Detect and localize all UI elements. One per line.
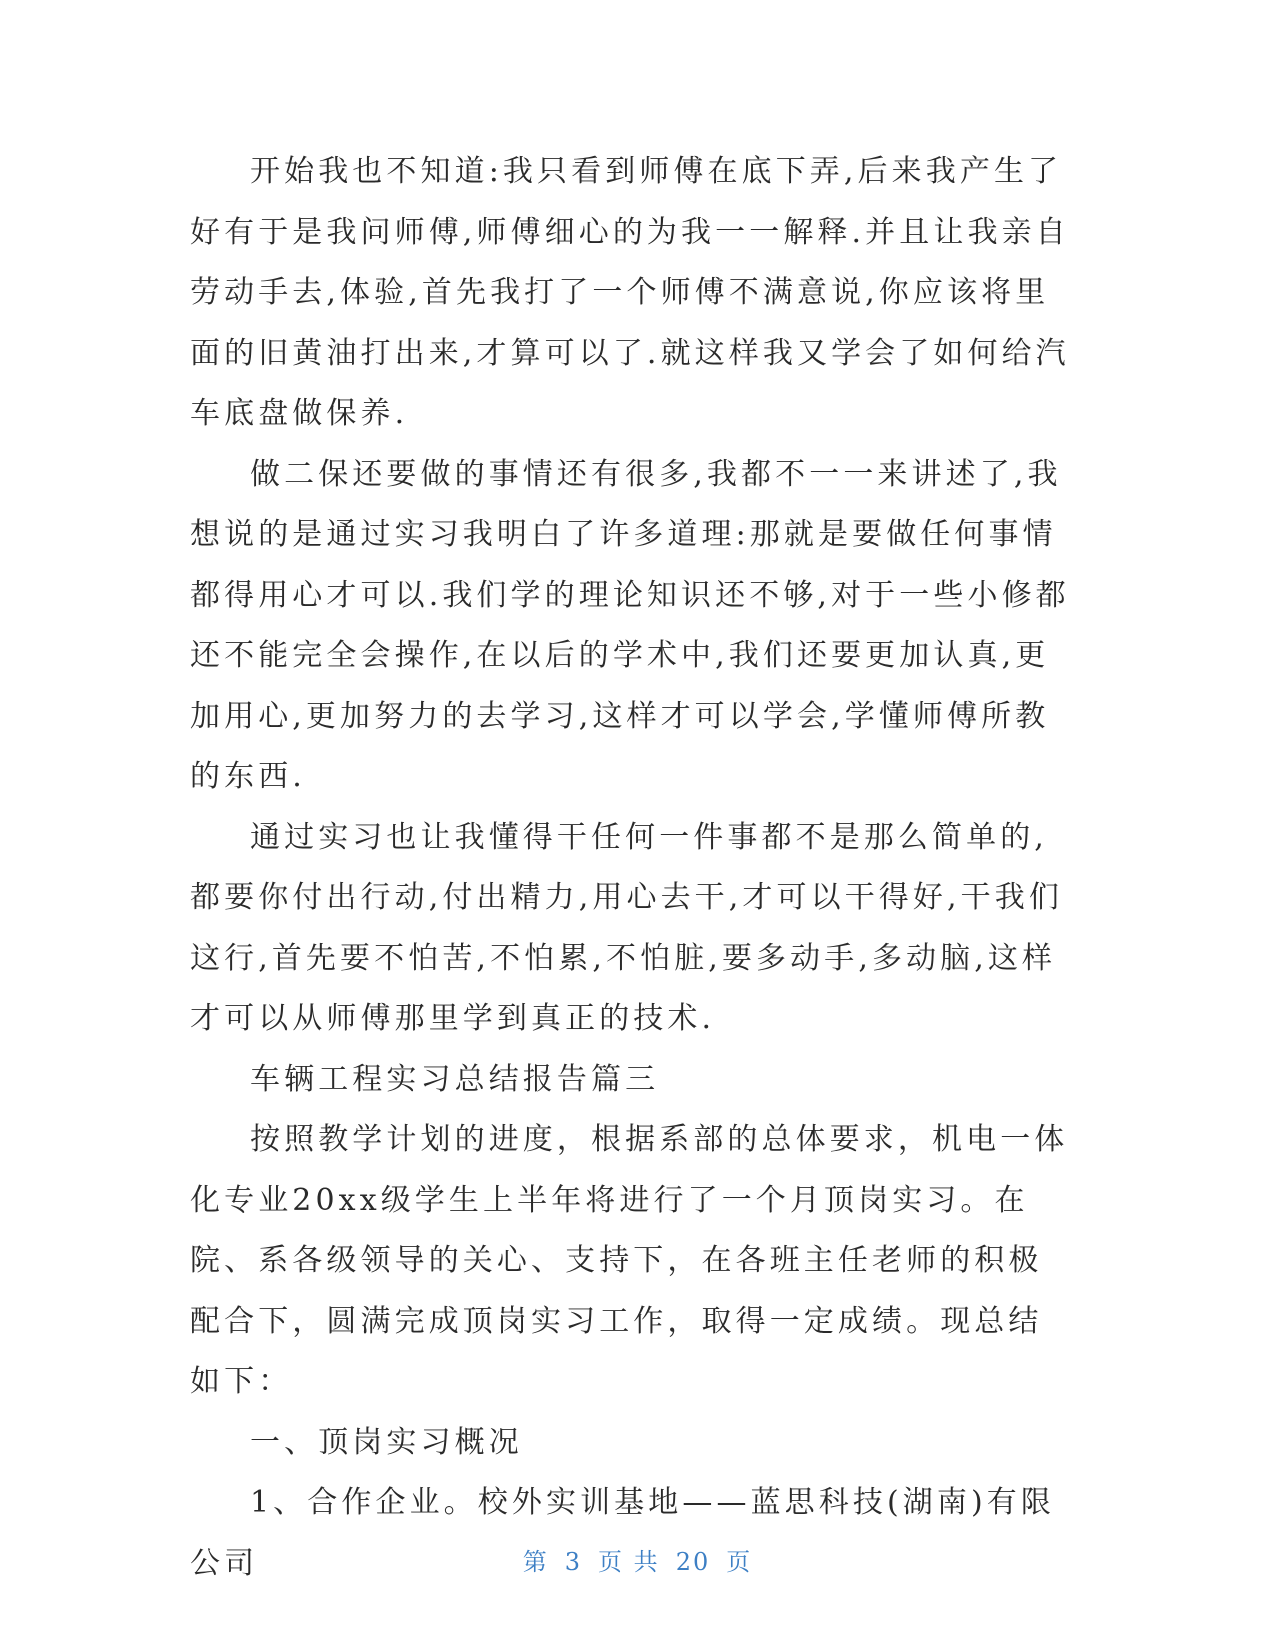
page-label-prefix: 第 (522, 1548, 549, 1576)
page-number-footer (0, 1542, 1275, 1577)
subsection-heading: 一、顶岗实习概况 (250, 1424, 523, 1460)
paragraph-7: 1、合作企业。校外实训基地——蓝思科技(湖南)有限公司 (190, 1485, 1055, 1581)
current-page-number: 3 (564, 1548, 583, 1576)
section-heading: 车辆工程实习总结报告篇三 (250, 1061, 660, 1097)
paragraph-5: 按照教学计划的进度，根据系部的总体要求，机电一体化专业20xx级学生上半年将进行了一个月顶岗实习。在院、系各级领导的关心、支持下，在各班主任老师的积极配合下，圆满完成顶岗实习工作，取得一定成绩。现总结如下： (190, 1122, 1069, 1399)
total-pages-number: 20 (675, 1548, 711, 1576)
paragraph-1: 开始我也不知道:我只看到师傅在底下弄,后来我产生了好有于是我问师傅,师傅细心的为我一一解释.并且让我亲自劳动手去,体验,首先我打了一个师傅不满意说,你应该将里面的旧黄油打出来,才算可以了.就这样我又学会了如何给汽车底盘做保养. (190, 154, 1070, 431)
page-label-mid: 页 共 (598, 1548, 660, 1576)
document-body (190, 142, 1070, 1594)
page-label-suffix: 页 (726, 1548, 753, 1576)
paragraph-3: 通过实习也让我懂得干任何一件事都不是那么简单的,都要你付出行动,付出精力,用心去干,才可以干得好,干我们这行,首先要不怕苦,不怕累,不怕脏,要多动手,多动脑,这样才可以从师傅那里学到真正的技术. (190, 819, 1063, 1036)
paragraph-2: 做二保还要做的事情还有很多,我都不一一来讲述了,我想说的是通过实习我明白了许多道理:那就是要做任何事情都得用心才可以.我们学的理论知识还不够,对于一些小修都还不能完全会操作,在以后的学术中,我们还要更加认真,更加用心,更加努力的去学习,这样才可以学会,学懂师傅所教的东西. (190, 456, 1070, 794)
